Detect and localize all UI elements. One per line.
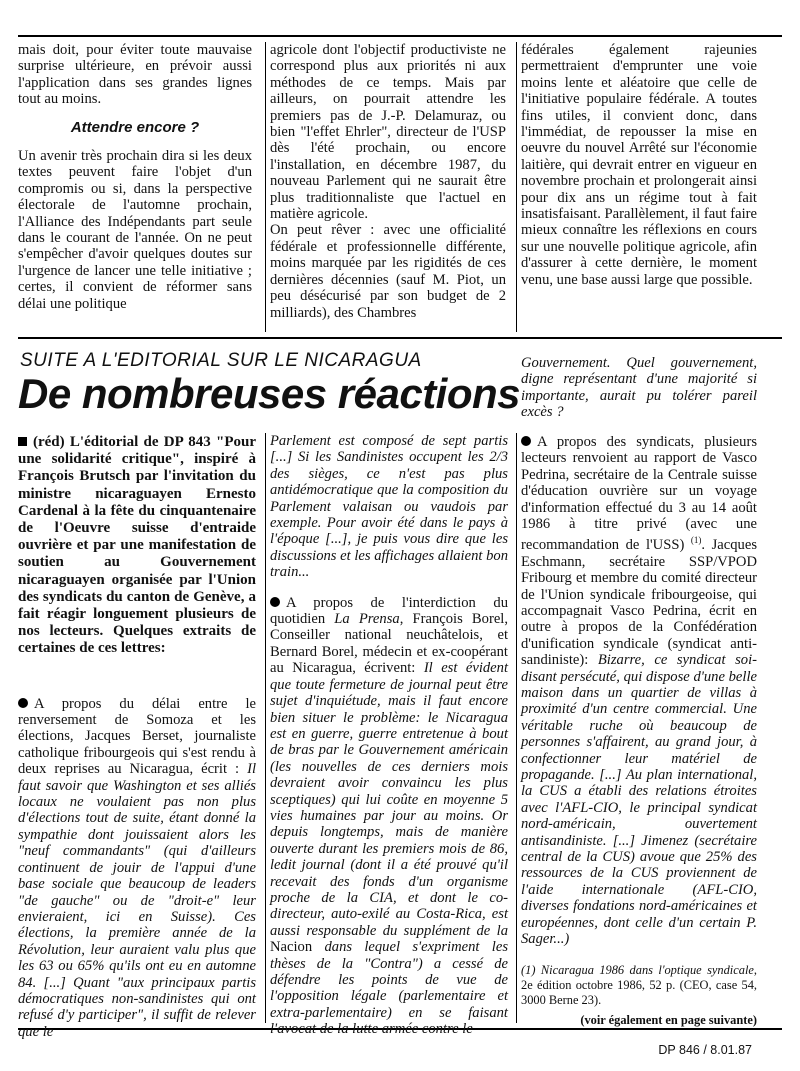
- letter-quote-continuation: Parlement est composé de sept partis [...] Si les Sandinistes occupent les 2/3 des sièges, ce n'est pas plus antidémocratique que la composition du Parlement valaisan ou vaudois par exemple. Pour avoir été dans le pays à l'époque [...], je puis vous dire que les discussions et les affichages allaient bon train...: [270, 433, 508, 581]
- newspaper-name: La Prensa: [334, 611, 400, 628]
- column-divider-top-right: [516, 42, 517, 332]
- column-divider-bottom-left: [265, 433, 266, 1023]
- paragraph: Gouvernement. Quel gouvernement, digne représentant d'une majorité si importante, aurait pu tolérer pareil excès ?: [521, 355, 757, 421]
- letter-quote: Il est évident que toute fermeture de journal peut être sujet d'inquiétude, mais il faut encore bien situer le problème: le Nicaragua est en guerre, guerre entretenue à bout de bras par le Gouvernement américain (les nouvelles de ces derniers mois devraient avoir convaincu les plus sceptiques) qui lui coûte en moyenne 5 vies humaines par jour au moins. Or depuis longtemps, mais de manière ouverte durant les premiers mois de 86, ledit journal (dont il a été prouvé qu'il recevait des fonds d'un organisme proche de la CIA, et dont le co-directeur, auto-exilé au Costa-Rica, est aussi responsable du supplément de la: [270, 660, 508, 939]
- article-kicker: SUITE A L'EDITORIAL SUR LE NICARAGUA: [20, 350, 422, 371]
- column-3-top-continuation: [521, 355, 757, 421]
- square-bullet-icon: [18, 437, 27, 446]
- see-also-note: (voir également en page suivante): [580, 1013, 757, 1028]
- lead-paragraph: [18, 434, 256, 658]
- bullet-icon: [270, 597, 280, 607]
- letter-quote: Il faut savoir que Washington et ses alliés locaux ne voulaient pas non plus d'élections tout de suite, étant donné la sympathie dont jouissaient alors les "neuf commandants" (qui d'ailleurs continuent de jouir de l'appui d'une base sociale que beaucoup de leaders "de gauche" ou de "droit-e" leur envieraient, ici en Suisse). Ces élections, la première année de la Révolution, leur auraient valu plus que les 63 ou 65% qu'ils ont eu en automne 84. [...] Quant "aux principaux partis démocratiques non-sandinistes qui ont refusé d'y participer", il suffit de relever que le: [18, 761, 256, 1040]
- paragraph: Un avenir très prochain dira si les deux textes peuvent faire l'objet d'un compromis ou si, dans la perspective électorale de l'automne prochain, l'Alliance des Indépendants part seule dans le courant de l'année. On ne peut s'empêcher d'avoir quelques doutes sur l'urgence de lancer une telle initiative ; certes, il convient de réformer sans délai une politique: [18, 148, 252, 312]
- lead-text: (réd) L'éditorial de DP 843 "Pour une solidarité critique", inspiré à François Brutsch par l'invitation du ministre nicaraguayen Ernesto Cardenal à la fête du cinquantenaire de l'Oeuvre suisse d'entraide ouvrière et par une manifestation de soutien au Gouvernement nicaraguayen organisée par l'Union des syndicats du canton de Genève, a fait réagir longuement plusieurs de nos lecteurs. Quelques extraits de certaines de ces lettres:: [18, 434, 256, 657]
- paragraph: fédérales également rajeunies permettraient d'emprunter une voie moins lente et aléatoire que celle de l'initiative populaire fédérale. A toutes fins utiles, il convient donc, dans l'immédiat, de repousser la mise en oeuvre du nouvel Arrêté sur l'économie laitière, qui devrait entrer en vigueur en novembre prochain et prolongerait ainsi pour dix ans un régime tout à fait insatisfaisant. Parallèlement, il faut faire mieux connaître les réflexions en cours sur une nouvelle politique agricole, afin d'assurer à cette dernière, le moment venu, une base aussi large que possible.: [521, 42, 757, 288]
- letter-intro-continued: , François Borel, Conseiller national neuchâtelois, et Bernard Borel, médecin et ex-coopérant au Nicaragua, écrivent:: [270, 611, 508, 677]
- newspaper-name-2: Nacion: [270, 939, 313, 956]
- paragraph: agricole dont l'objectif productiviste ne correspond plus aux priorités ni aux méthodes de ce temps. Mais par ailleurs, on pourrait attendre les premiers pas de J.-P. Delamuraz, ou bien "l'effet Ehrler", directeur de l'USP dès l'été prochain, ou encore l'installation, en décembre 1987, du nouveau Parlement qui ne saurait être plus traditionnaliste que l'actuel en matière agricole.: [270, 42, 506, 223]
- letter-syndicats: [521, 434, 757, 947]
- letter-berset: [18, 696, 256, 1041]
- article-column-3: [521, 434, 757, 1029]
- letter-intro: A propos du délai entre le renversement de Somoza et les élections, Jacques Berset, journaliste catholique fribourgeois qui s'est rendu à deux reprises au Nicaragua, écrit :: [18, 695, 256, 778]
- letter-intro: A propos de l'interdiction du quotidien: [270, 594, 508, 628]
- top-column-1: [18, 42, 252, 312]
- footnote-title: (1) Nicaragua 1986 dans l'optique syndicale: [521, 963, 754, 978]
- letter-quote: Bizarre, ce syndicat soi-disant persécuté, qui dispose d'une belle maison dans un quartier de villas à proximité d'un centre commercial. Une véritable ruche où beaucoup de personnes s'affairent, au grand jour, à confectionner leur matériel de propagande. [...] Au plan international, la CUS a établi des relations étroites avec l'AFL-CIO, le principal syndicat nord-américain, ouvertement antisandiniste. [...] Jimenez (secrétaire central de la CUS) avoue que 25% des ressources de la CUS proviennent de l'aide internationale (AFL-CIO, diverses fondations nord-américaines et européennes, dont celle d'un certain P. Sager...): [521, 652, 757, 948]
- section-subheading: Attendre encore ?: [70, 118, 200, 136]
- article-headline: De nombreuses réactions: [18, 370, 521, 417]
- top-column-3: [521, 42, 757, 288]
- column-divider-top-left: [265, 42, 266, 332]
- letter-quote-continued: dans lequel s'expriment les thèses de la "Contra") a cessé de défendre les points de vue de l'opposition légale (parlementaire et extra-parlementaire) en se faisant l'avocat de la lutte armée contre le: [270, 939, 508, 1038]
- column-divider-bottom-right: [516, 433, 517, 1023]
- letter-borel: [270, 595, 508, 1038]
- paragraph: On peut rêver : avec une officialité fédérale et professionnelle différente, moins marquée par les rigidités de ces dernières décennies (sauf M. Piot, un peu désécurisé par son budget de 2 milliards), des Chambres: [270, 222, 506, 321]
- article-column-1: [18, 434, 256, 1040]
- section-divider: [18, 337, 782, 339]
- page-reference: DP 846 / 8.01.87: [658, 1043, 752, 1057]
- footnote: [521, 963, 757, 1008]
- footnote-details: , 2e édition octobre 1986, 52 p. (CEO, case 54, 3000 Berne 23).: [521, 963, 757, 1008]
- top-rule: [18, 35, 782, 37]
- paragraph: mais doit, pour éviter toute mauvaise surprise ultérieure, en prévoir aussi l'application dans ses grandes lignes tout au moins.: [18, 42, 252, 108]
- top-column-2: [270, 42, 506, 321]
- article-column-2: [270, 433, 508, 1038]
- letter-intro-continued: . Jacques Eschmann, secrétaire SSP/VPOD Fribourg et membre du comité directeur de l'Union syndicale fribourgeoise, qui accompagnait Vasco Pedrina, écrit en outre à propos de la Confédération d'unification syndicale (syndicat anti-sandiniste):: [521, 537, 757, 669]
- bullet-icon: [18, 698, 28, 708]
- letter-intro: A propos des syndicats, plusieurs lecteurs renvoient au rapport de Vasco Pedrina, secrétaire de la Centrale suisse d'éducation ouvrière sur un voyage d'information effectué du 3 au 14 août 1986 à titre privé (avec une recommandation de l'USS): [521, 434, 757, 554]
- footnote-reference: (1): [690, 535, 702, 546]
- bullet-icon: [521, 436, 531, 446]
